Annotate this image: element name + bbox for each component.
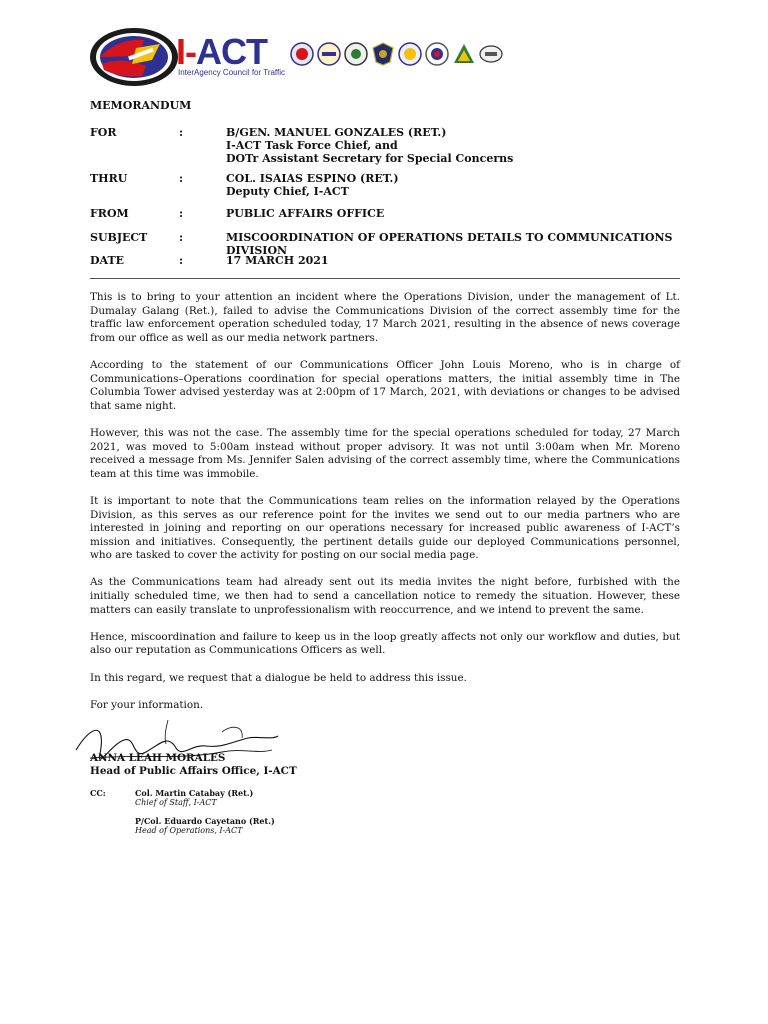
body-paragraph: However, this was not the case. The assembly time for the special operations scheduled for today, 27 March 2021, was moved to 5:00am instead without proper advisory. It was not until 3:00am when Mr. Moreno received a message from Ms. Jennifer Salen advising of the correct assembly time, where the Communications team at this time was immobile.	[90, 426, 680, 480]
signatory-name: ANNA LEAH MORALES	[90, 752, 226, 764]
header-divider	[90, 278, 680, 279]
cc-name: P/Col. Eduardo Cayetano (Ret.)	[135, 816, 275, 826]
cc-name: Col. Martin Catabay (Ret.)	[135, 788, 254, 798]
field-line: Deputy Chief, I-ACT	[226, 185, 349, 198]
field-colon: :	[179, 231, 184, 244]
field-colon: :	[179, 207, 184, 220]
pnp-seal-icon	[371, 42, 395, 66]
field-value	[226, 126, 686, 165]
field-line: B/GEN. MANUEL GONZALES (RET.)	[226, 126, 447, 139]
signatory-block	[90, 752, 297, 778]
field-value	[226, 254, 686, 267]
memo-title: MEMORANDUM	[90, 99, 192, 112]
body-paragraph: According to the statement of our Communications Officer John Louis Moreno, who is in charge of Communications–Operations coordination for special operations matters, the initial assembly time in The Columbia Tower advised yesterday was at 2:00pm of 17 March, 2021, with deviations or changes to be advised that same night.	[90, 358, 680, 412]
field-line: I-ACT Task Force Chief, and	[226, 139, 398, 152]
agency-seal-icon	[479, 42, 503, 66]
body-paragraph: As the Communications team had already sent out its media invites the night before, furbished with the initially scheduled time, we then had to send a cancellation notice to remedy the situation. However, these matters can easily translate to unprofessionalism with reoccurrence, and we intend to prevent the same.	[90, 576, 680, 616]
brand-letter: I-	[176, 31, 196, 72]
cc-entry	[135, 788, 395, 808]
field-line: 17 MARCH 2021	[226, 254, 329, 267]
agency-seals	[290, 42, 503, 66]
field-key: THRU	[90, 172, 128, 185]
field-key: DATE	[90, 254, 125, 267]
field-colon: :	[179, 172, 184, 185]
memo-body	[90, 291, 680, 726]
body-paragraph: In this regard, we request that a dialogue be held to address this issue.	[90, 671, 467, 684]
dotr-seal-icon	[290, 42, 314, 66]
field-key: FROM	[90, 207, 129, 220]
agency-seal-icon	[398, 42, 422, 66]
field-line: COL. ISAIAS ESPINO (RET.)	[226, 172, 399, 185]
field-colon: :	[179, 254, 184, 267]
field-line: DOTr Assistant Secretary for Special Concerns	[226, 152, 514, 165]
mmda-seal-icon	[317, 42, 341, 66]
field-key: SUBJECT	[90, 231, 148, 244]
signatory-title: Head of Public Affairs Office, I-ACT	[90, 765, 297, 777]
cc-title: Chief of Staff, I-ACT	[135, 798, 217, 807]
cc-label: CC:	[90, 788, 106, 798]
field-line: MISCOORDINATION OF OPERATIONS DETAILS TO COMMUNICATIONS DIVISION	[226, 231, 673, 257]
letterhead	[88, 26, 518, 92]
field-value	[226, 207, 686, 220]
field-value	[226, 172, 686, 198]
field-key: FOR	[90, 126, 117, 139]
cc-entry	[135, 816, 395, 836]
brand-subtitle: InterAgency Council for Traffic	[178, 68, 286, 77]
body-paragraph: Hence, miscoordination and failure to keep us in the loop greatly affects not only our workflow and duties, but also our reputation as Communications Officers as well.	[90, 630, 680, 657]
iact-emblem-icon	[88, 26, 180, 88]
agency-seal-icon	[425, 42, 449, 66]
body-paragraph: This is to bring to your attention an incident where the Operations Division, under the management of Lt. Dumalay Galang (Ret.), failed to advise the Communications Division of the correct assembly time for the traffic law enforcement operation scheduled today, 17 March 2021, resulting in the absence of news coverage from our office as well as our media network partners.	[90, 291, 680, 344]
field-line: PUBLIC AFFAIRS OFFICE	[226, 207, 385, 220]
brand-rest: ACT	[196, 31, 267, 72]
body-paragraph: For your information.	[90, 698, 204, 711]
brand-name	[176, 31, 285, 72]
field-colon: :	[179, 126, 184, 139]
cc-title: Head of Operations, I-ACT	[135, 826, 243, 835]
body-paragraph: It is important to note that the Communications team relies on the information relayed by the Operations Division, as this serves as our reference point for the invites we send out to our media partners who are interested in joining and reporting on our operations necessary for increased public awareness of I-ACT’s mission and initiatives. Consequently, the pertinent details guide our deployed Communications personnel, who are tasked to cover the activity for posting on our social media page.	[90, 494, 680, 562]
brand-block	[176, 31, 286, 77]
agency-seal-icon	[452, 42, 476, 66]
agency-seal-icon	[344, 42, 368, 66]
